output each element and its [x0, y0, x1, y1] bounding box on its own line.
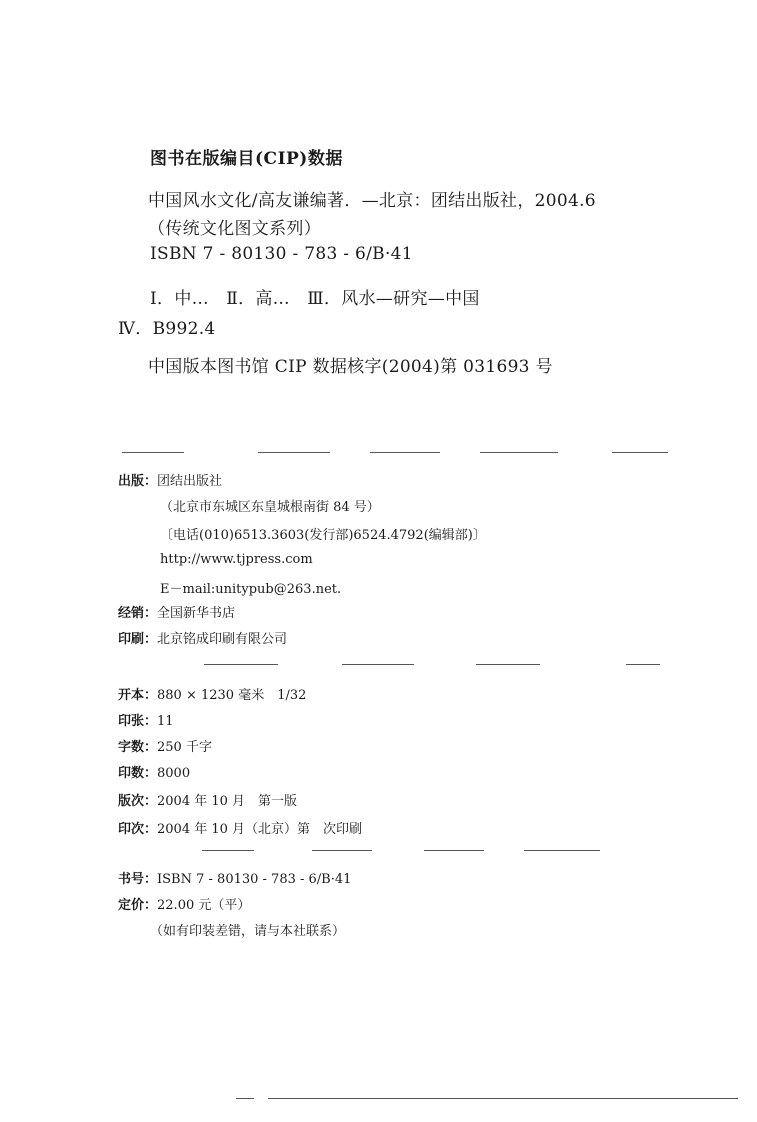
book-number-label: 书号：: [118, 872, 158, 887]
spec-label: 印张：: [118, 714, 158, 729]
spec-edition-row: [118, 790, 297, 809]
distribution-value: 全国新华书店: [157, 606, 236, 621]
cip-registration-line: 中国版本图书馆 CIP 数据核字(2004)第 031693 号: [148, 357, 553, 377]
separator-dash: [258, 452, 330, 453]
separator-dash: [524, 850, 600, 851]
spec-value: 2004 年 10 月 第一版: [157, 794, 298, 809]
publisher-phone: 〔电话(010)6513.3603(发行部)6524.4792(编辑部)〕: [160, 528, 486, 543]
book-number-row: [118, 868, 351, 887]
printer-value: 北京铭成印刷有限公司: [157, 632, 288, 647]
cip-classification-line: Ⅳ．B992.4: [118, 319, 216, 339]
spec-value: 11: [157, 714, 174, 729]
cip-isbn-line: ISBN 7 - 80130 - 783 - 6/B·41: [150, 244, 413, 264]
price-row: [118, 894, 250, 913]
distribution-row: [118, 602, 235, 621]
separator-dash: [312, 850, 372, 851]
separator-dash: [370, 452, 440, 453]
printer-label: 印刷：: [118, 632, 158, 647]
cip-title-line: 中国风水文化/高友谦编著．—北京：团结出版社，2004.6: [148, 191, 596, 211]
spec-label: 开本：: [118, 688, 158, 703]
spec-label: 印次：: [118, 822, 158, 837]
separator-dash: [122, 452, 184, 453]
publisher-label: 出版：: [118, 474, 158, 489]
separator-dash: [342, 664, 414, 665]
price-label: 定价：: [118, 898, 158, 913]
separator-dash: [480, 452, 558, 453]
spec-value: 2004 年 10 月（北京）第 次印刷: [157, 822, 363, 837]
price-value: 22.00 元（平）: [157, 898, 251, 913]
spec-value: 880 × 1230 毫米 1/32: [157, 688, 307, 703]
cip-subject-line: Ⅰ．中… Ⅱ．高… Ⅲ．风水—研究—中国: [150, 289, 480, 309]
bottom-rule: [268, 1098, 738, 1099]
defect-notice: （如有印装差错，请与本社联系）: [150, 924, 346, 939]
publisher-website: http://www.tjpress.com: [160, 552, 313, 567]
distribution-label: 经销：: [118, 606, 158, 621]
book-number-value: ISBN 7 - 80130 - 783 - 6/B·41: [157, 872, 352, 887]
spec-printing-row: [118, 818, 362, 837]
spec-format-row: [118, 684, 306, 703]
separator-dash: [476, 664, 540, 665]
separator-dash: [626, 664, 660, 665]
spec-label: 版次：: [118, 794, 158, 809]
printer-row: [118, 628, 287, 647]
spec-value: 8000: [157, 766, 191, 781]
spec-wordcount-row: [118, 736, 212, 755]
spec-value: 250 千字: [157, 740, 212, 755]
cip-heading: 图书在版编目(CIP)数据: [150, 149, 343, 169]
separator-dash: [612, 452, 668, 453]
spec-label: 印数：: [118, 766, 158, 781]
spec-label: 字数：: [118, 740, 158, 755]
separator-dash: [236, 1098, 254, 1099]
publisher-row: [118, 470, 222, 489]
publisher-address: （北京市东城区东皇城根南街 84 号）: [160, 500, 380, 515]
separator-dash: [204, 664, 278, 665]
separator-dash: [424, 850, 484, 851]
publisher-name: 团结出版社: [157, 474, 223, 489]
spec-printrun-row: [118, 762, 190, 781]
separator-dash: [202, 850, 254, 851]
cip-series-line: （传统文化图文系列）: [148, 219, 321, 239]
publisher-email: E－mail:unitypub@263.net.: [160, 582, 342, 597]
spec-sheets-row: [118, 710, 174, 729]
